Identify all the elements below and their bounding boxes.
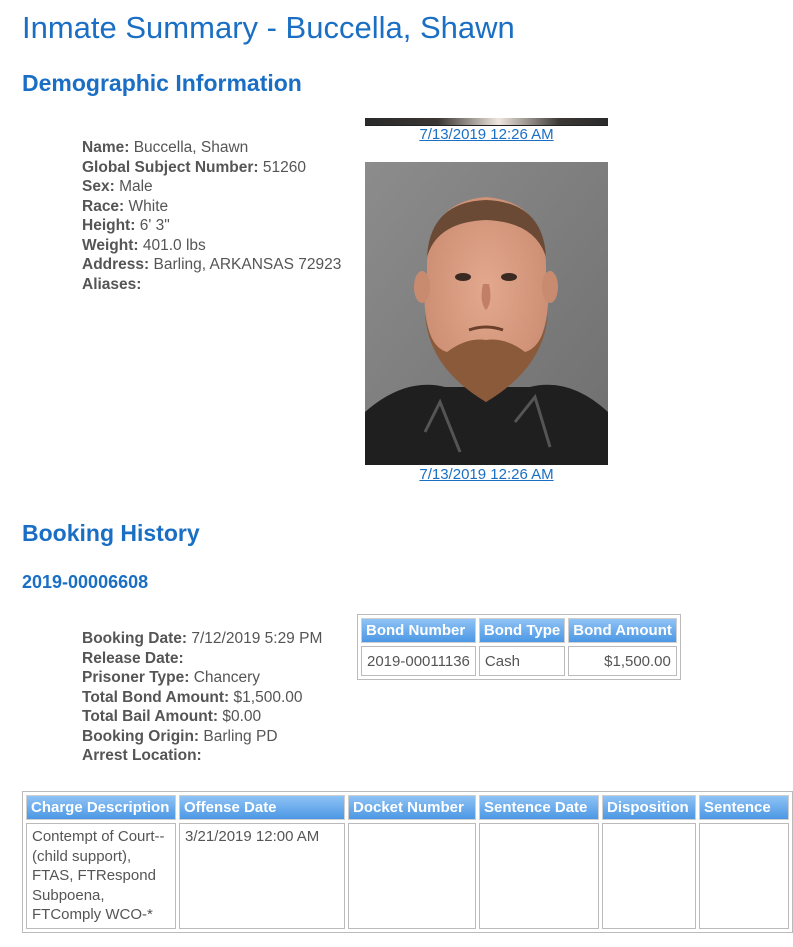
bond-table (357, 614, 681, 680)
docket-number-header[interactable]: Docket Number (348, 795, 476, 820)
offense-date-cell: 3/21/2019 12:00 AM (179, 823, 345, 929)
field-label: Address: (82, 256, 150, 273)
field-label: Race: (82, 197, 125, 215)
docket-number-cell (348, 823, 476, 929)
bond-type-cell: Cash (479, 646, 565, 676)
field-label: Prisoner Type: (82, 669, 190, 686)
charges-table (22, 791, 793, 933)
field-label: Sex: (82, 178, 115, 195)
field-label: Arrest Location: (82, 747, 202, 764)
total-bail-row (82, 707, 322, 727)
field-value: 6' 3" (139, 217, 170, 234)
field-label: Name: (82, 139, 130, 156)
sentence-date-cell (479, 823, 599, 929)
booking-number-heading: 2019-00006608 (22, 572, 149, 592)
charge-description-header[interactable]: Charge Description (26, 795, 176, 820)
field-label: Aliases: (82, 275, 142, 293)
field-label: Total Bond Amount: (82, 688, 230, 706)
field-value: 7/12/2019 5:29 PM (191, 630, 323, 647)
field-label: Booking Origin: (82, 727, 200, 745)
photo-date-link[interactable]: 7/13/2019 12:26 AM (419, 126, 554, 143)
field-value: Buccella, Shawn (133, 139, 249, 156)
booking-fields (82, 629, 322, 766)
release-date-row (82, 649, 322, 669)
demographic-heading: Demographic Information (22, 70, 302, 96)
booking-date-row (82, 629, 322, 649)
booking-history-heading: Booking History (22, 520, 200, 546)
table-row (361, 646, 677, 676)
field-value: White (128, 197, 169, 215)
sentence-date-header[interactable]: Sentence Date (479, 795, 599, 820)
field-value: Barling PD (203, 727, 278, 745)
race-row (82, 197, 341, 217)
bond-number-header[interactable]: Bond Number (361, 618, 476, 643)
disposition-header[interactable]: Disposition (602, 795, 696, 820)
charge-description-cell: Contempt of Court--(child support), FTAS, FTRespond Subpoena, FTComply WCO-* (26, 823, 176, 929)
page-title: Inmate Summary - Buccella, Shawn (22, 10, 515, 45)
booking-origin-row (82, 727, 322, 747)
bond-number-cell: 2019-00011136 (361, 646, 476, 676)
prisoner-type-row (82, 668, 322, 688)
field-value: $1,500.00 (233, 688, 303, 706)
arrest-location-row (82, 746, 322, 766)
offense-date-header[interactable]: Offense Date (179, 795, 345, 820)
field-label: Booking Date: (82, 630, 188, 647)
previous-photo-thumbnail[interactable] (365, 118, 608, 126)
field-value: Barling, ARKANSAS 72923 (153, 256, 342, 273)
sex-row (82, 177, 341, 197)
table-row (26, 823, 789, 929)
charges-table-header (26, 795, 789, 820)
mugshot-illustration (365, 162, 608, 465)
global-subject-number-row (82, 158, 341, 178)
sentence-header[interactable]: Sentence (699, 795, 789, 820)
field-value: 401.0 lbs (142, 236, 206, 254)
name-row (82, 138, 341, 158)
field-value: $0.00 (222, 708, 262, 725)
bond-type-header[interactable]: Bond Type (479, 618, 565, 643)
address-row (82, 255, 341, 275)
height-row (82, 216, 341, 236)
field-label: Global Subject Number: (82, 158, 259, 176)
bond-amount-header[interactable]: Bond Amount (568, 618, 677, 643)
field-label: Release Date: (82, 649, 184, 667)
demographic-fields (82, 138, 341, 294)
total-bond-row (82, 688, 322, 708)
weight-row (82, 236, 341, 256)
mugshot-photo[interactable] (365, 162, 608, 465)
field-label: Height: (82, 217, 136, 234)
field-label: Total Bail Amount: (82, 708, 219, 725)
aliases-row (82, 275, 341, 295)
disposition-cell (602, 823, 696, 929)
field-value: 51260 (262, 158, 306, 176)
field-label: Weight: (82, 236, 139, 254)
photo-date-link[interactable]: 7/13/2019 12:26 AM (419, 466, 554, 483)
field-value: Chancery (193, 669, 261, 686)
bond-table-header (361, 618, 677, 643)
field-value: Male (119, 178, 153, 195)
sentence-cell (699, 823, 789, 929)
bond-amount-cell: $1,500.00 (568, 646, 677, 676)
